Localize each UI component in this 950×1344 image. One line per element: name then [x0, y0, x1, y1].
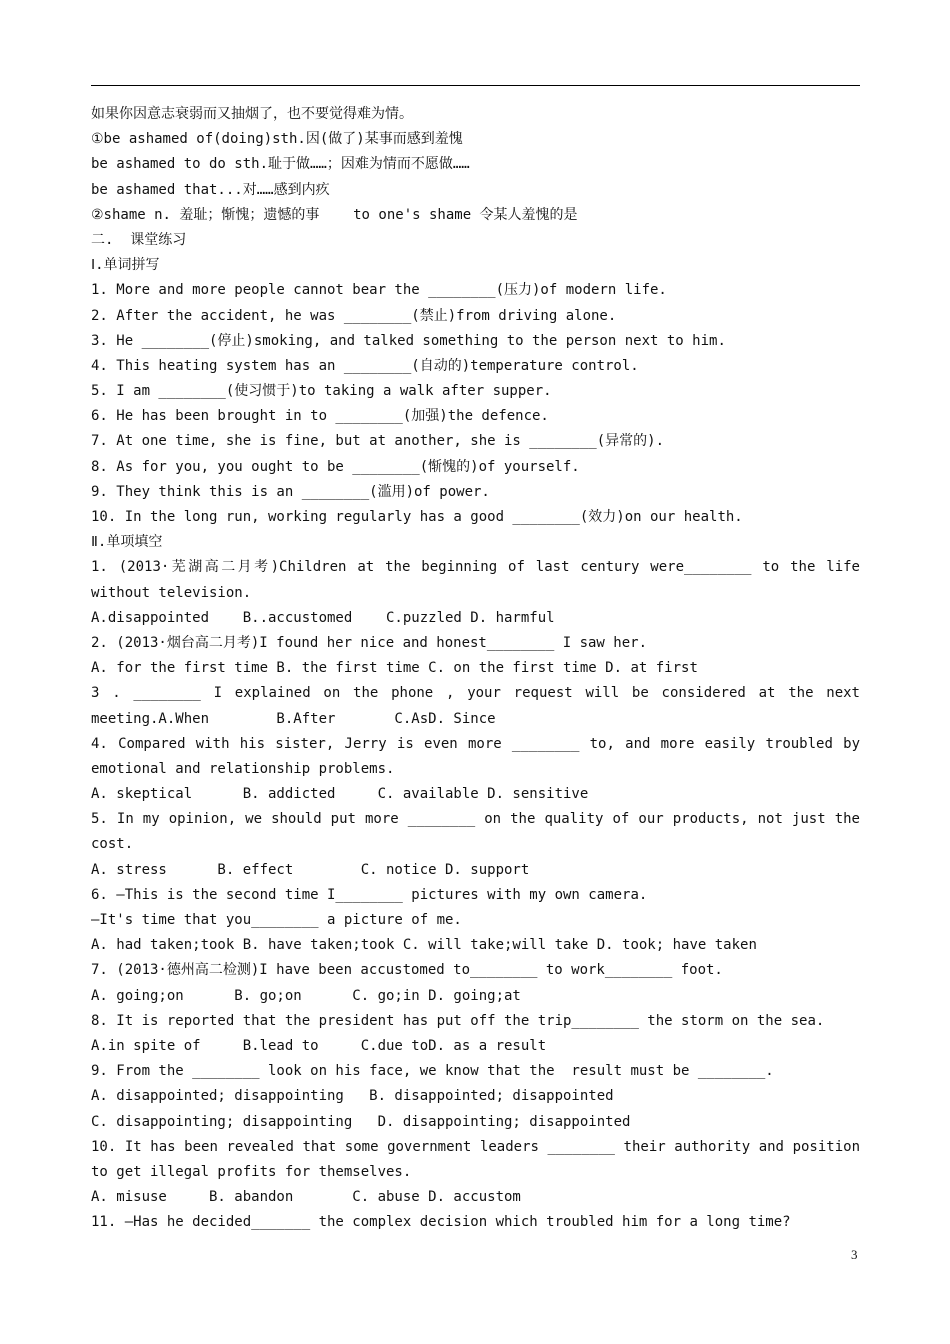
text-line: 9. They think this is an ________(滥用)of power. [91, 483, 490, 500]
text-line: Ⅱ.单项填空 [91, 534, 163, 551]
text-line: 6. He has been brought in to ________(加强)the defence. [91, 408, 549, 425]
text-line: 如果你因意志衰弱而又抽烟了，也不要觉得难为情。 [91, 106, 413, 122]
text-line: 3 . ________ I explained on the phone , your request will be considered at the next [91, 685, 860, 702]
text-line: A. stress B. effect C. notice D. support [91, 861, 530, 878]
text-line: —It's time that you________ a picture of me. [91, 912, 462, 928]
text-line: A. disappointed; disappointing B. disappointed; disappointed [91, 1088, 614, 1105]
text-line: 8. It is reported that the president has put off the trip________ the storm on the sea. [91, 1012, 825, 1029]
text-line: be ashamed that...对……感到内疚 [91, 181, 330, 198]
text-line: A. going;on B. go;on C. go;in D. going;at [91, 987, 521, 1004]
text-line: 1. (2013·芜湖高二月考)Children at the beginning of last century were________ to the life [91, 559, 860, 576]
text-line: 2. (2013·烟台高二月考)I found her nice and honest________ I saw her. [91, 634, 648, 651]
text-line: A.disappointed B..accustomed C.puzzled D. harmful [91, 609, 555, 626]
text-line: Ⅰ.单词拼写 [91, 257, 160, 274]
text-line: 6. —This is the second time I________ pictures with my own camera. [91, 886, 648, 903]
text-line: 2. After the accident, he was ________(禁止)from driving alone. [91, 307, 617, 324]
page-number: 3 [851, 1247, 858, 1262]
text-line: A. had taken;took B. have taken;took C. will take;will take D. took; have taken [91, 937, 757, 954]
text-line: 10. In the long run, working regularly has a good ________(效力)on our health. [91, 509, 743, 525]
text-line: A. for the first time B. the first time C. on the first time D. at first [91, 660, 698, 677]
text-line: 7. At one time, she is fine, but at another, she is ________(异常的). [91, 433, 665, 450]
text-line: 7. (2013·德州高二检测)I have been accustomed to________ to work________ foot. [91, 962, 723, 979]
header-rule [91, 85, 860, 86]
text-line: ②shame n. 羞耻；惭愧；遗憾的事 to one's shame 令某人羞愧的是 [91, 206, 578, 223]
text-line: emotional and relationship problems. [91, 760, 395, 777]
text-line: 8. As for you, you ought to be ________(惭愧的)of yourself. [91, 458, 580, 475]
text-line: 5. I am ________(使习惯于)to taking a walk after supper. [91, 383, 552, 400]
text-line: be ashamed to do sth.耻于做……；因难为情而不愿做…… [91, 156, 470, 173]
text-line: 11. —Has he decided_______ the complex decision which troubled him for a long time? [91, 1214, 791, 1231]
text-line: to get illegal profits for themselves. [91, 1163, 412, 1180]
text-line: A. skeptical B. addicted C. available D. sensitive [91, 786, 589, 803]
text-line: ①be ashamed of(doing)sth.因(做了)某事而感到羞愧 [91, 131, 463, 148]
text-line: A. misuse B. abandon C. abuse D. accustom [91, 1189, 521, 1206]
text-line: 9. From the ________ look on his face, we know that the result must be ________. [91, 1063, 774, 1080]
text-line: C. disappointing; disappointing D. disappointing; disappointed [91, 1113, 631, 1130]
text-line: cost. [91, 836, 134, 853]
text-line: A.in spite of B.lead to C.due toD. as a result [91, 1037, 547, 1054]
text-line: meeting.A.When B.After C.AsD. Since [91, 710, 496, 727]
text-line: 5. In my opinion, we should put more ________ on the quality of our products, not just the [91, 811, 860, 828]
text-line: 4. Compared with his sister, Jerry is even more ________ to, and more easily troubled by [91, 735, 860, 752]
text-line: 4. This heating system has an ________(自动的)temperature control. [91, 357, 639, 374]
text-line: 1. More and more people cannot bear the ________(压力)of modern life. [91, 282, 667, 299]
document-body [91, 102, 860, 1235]
text-line: 3. He ________(停止)smoking, and talked something to the person next to him. [91, 332, 726, 349]
text-line: 10. It has been revealed that some government leaders ________ their authority and position [91, 1138, 860, 1155]
text-line: without television. [91, 584, 252, 601]
text-line: 二. 课堂练习 [91, 231, 187, 248]
